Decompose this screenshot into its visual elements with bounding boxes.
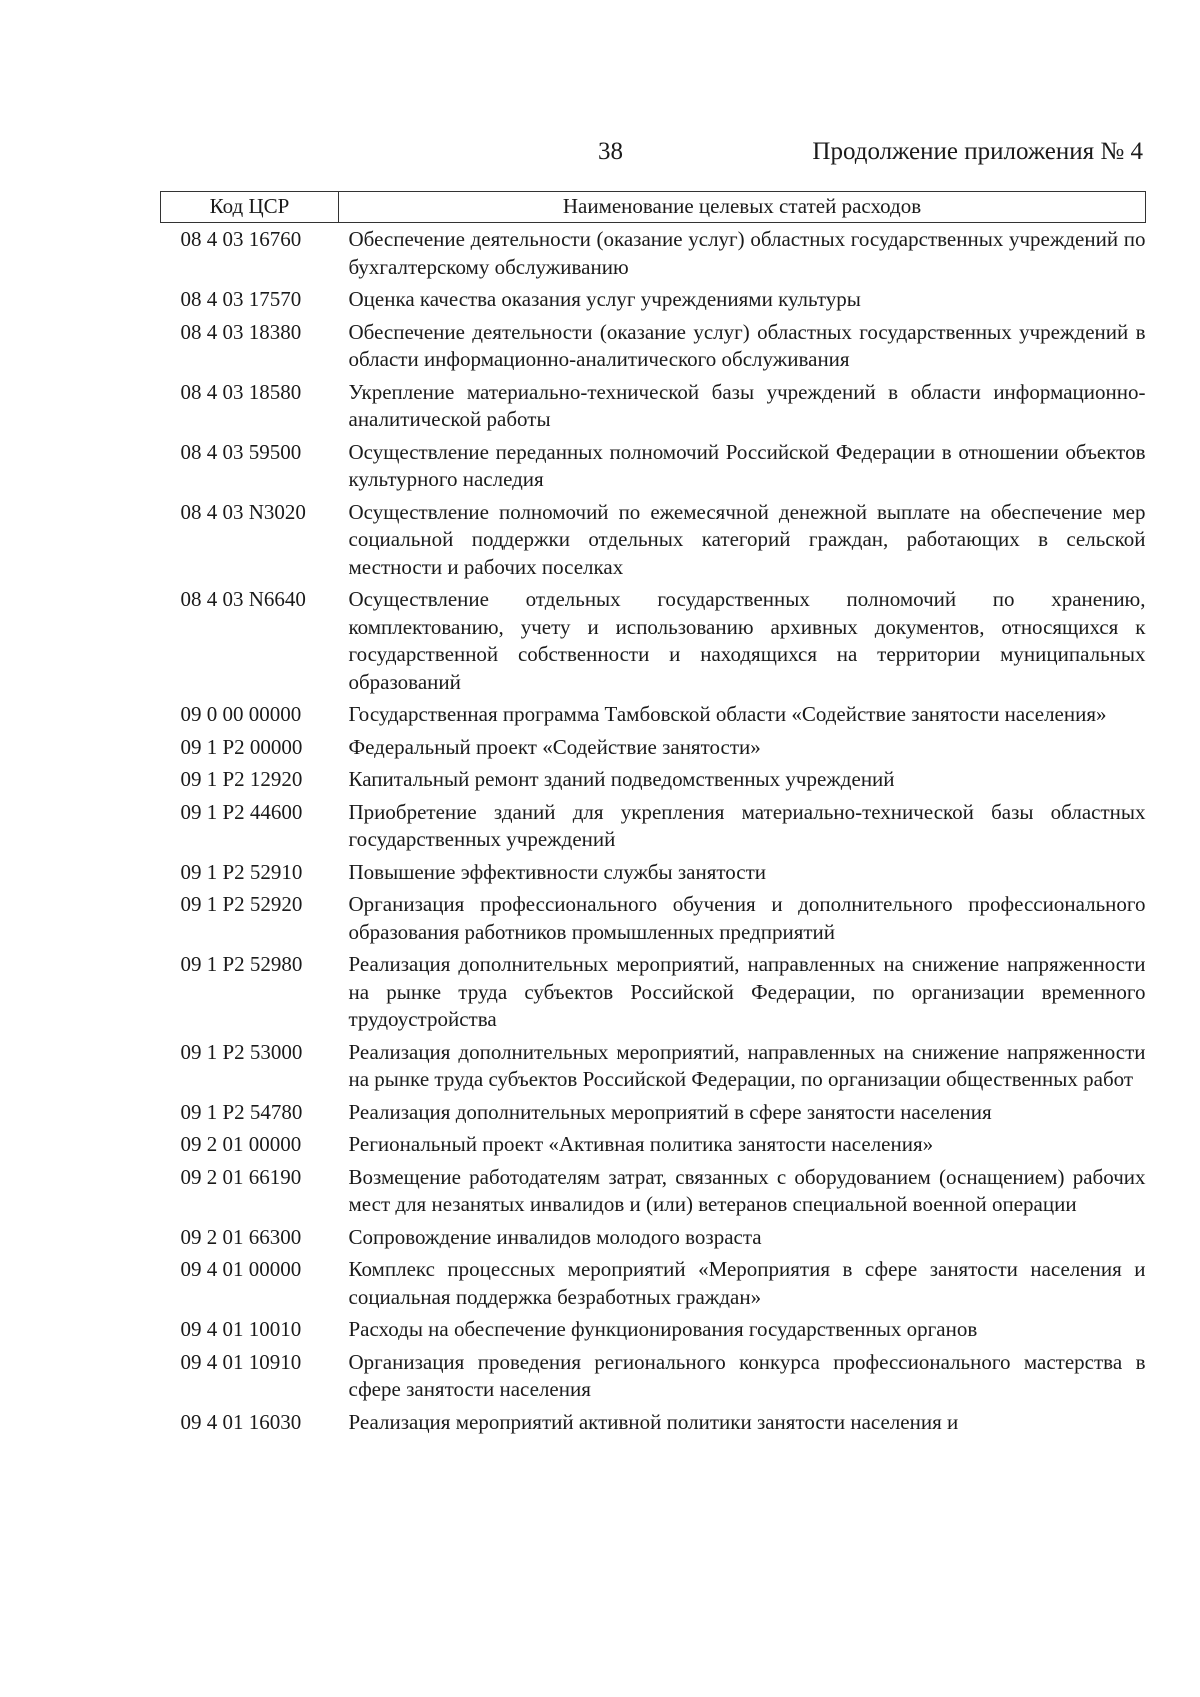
row-code: 08 4 03 18580 bbox=[180, 379, 302, 404]
table-row bbox=[161, 439, 1146, 499]
row-name: Обеспечение деятельности (оказание услуг) областных государственных учреждений в области информационно-аналитического обслуживания bbox=[348, 319, 1146, 371]
table-row bbox=[161, 379, 1146, 439]
row-name: Реализация мероприятий активной политики занятости населения и bbox=[348, 1409, 959, 1434]
table-row bbox=[161, 586, 1146, 701]
row-name: Осуществление полномочий по ежемесячной денежной выплате на обеспечение мер социальной поддержки отдельных категорий граждан, работающих в сельской местности и рабочих поселках bbox=[348, 499, 1146, 579]
row-code: 09 4 01 10010 bbox=[180, 1317, 302, 1341]
row-name: Осуществление переданных полномочий Российской Федерации в отношении объектов культурного наследия bbox=[348, 439, 1146, 491]
row-code: 09 2 01 00000 bbox=[180, 1132, 302, 1156]
table-row bbox=[161, 799, 1146, 859]
row-name: Региональный проект «Активная политика занятости населения» bbox=[348, 1132, 934, 1156]
row-name: Осуществление отдельных государственных полномочий по хранению, комплектованию, учету и использованию архивных документов, относящихся к государственной собственности и находящихся на территории муниципальных образований bbox=[348, 587, 1146, 694]
row-name: Организация профессионального обучения и дополнительного профессионального образования работников промышленных предприятий bbox=[348, 892, 1146, 944]
row-code: 09 1 P2 52920 bbox=[180, 892, 303, 916]
row-name: Реализация дополнительных мероприятий, направленных на снижение напряженности на рынке труда субъектов Российской Федерации, по организации общественных работ bbox=[348, 1039, 1146, 1091]
row-name: Расходы на обеспечение функционирования государственных органов bbox=[348, 1317, 978, 1341]
row-name: Укрепление материально-технической базы учреждений в области информационно-аналитической работы bbox=[348, 379, 1146, 431]
column-header-name: Наименование целевых статей расходов bbox=[339, 192, 1146, 223]
row-code: 08 4 03 N6640 bbox=[180, 587, 306, 611]
budget-codes-table bbox=[160, 191, 1146, 1441]
table-row bbox=[161, 1316, 1146, 1349]
row-name: Реализация дополнительных мероприятий в сфере занятости населения bbox=[348, 1099, 992, 1124]
table-row bbox=[161, 1224, 1146, 1257]
table-row bbox=[161, 1409, 1146, 1442]
row-code: 09 4 01 10910 bbox=[180, 1349, 302, 1374]
row-name: Сопровождение инвалидов молодого возраста bbox=[348, 1224, 762, 1249]
row-name: Оценка качества оказания услуг учреждениями культуры bbox=[348, 287, 861, 311]
row-name: Федеральный проект «Содействие занятости» bbox=[348, 734, 761, 759]
row-code: 09 4 01 16030 bbox=[180, 1409, 302, 1434]
table-row bbox=[161, 1164, 1146, 1224]
table-row bbox=[161, 701, 1146, 734]
row-code: 09 4 01 00000 bbox=[180, 1257, 302, 1281]
row-name: Приобретение зданий для укрепления материально-технической базы областных государственных учреждений bbox=[348, 799, 1146, 851]
row-code: 08 4 03 59500 bbox=[180, 439, 302, 464]
appendix-continuation-title: Продолжение приложения № 4 bbox=[812, 138, 1143, 165]
table-row bbox=[161, 1099, 1146, 1132]
row-code: 09 1 P2 53000 bbox=[180, 1039, 303, 1064]
row-code: 09 1 P2 12920 bbox=[180, 767, 303, 791]
row-code: 08 4 03 16760 bbox=[180, 227, 302, 251]
row-code: 08 4 03 N3020 bbox=[180, 499, 306, 524]
row-code: 09 1 P2 44600 bbox=[180, 799, 303, 824]
table-row bbox=[161, 1131, 1146, 1164]
page-header bbox=[0, 138, 1200, 178]
table-body bbox=[161, 223, 1146, 1442]
row-code: 09 1 P2 00000 bbox=[180, 734, 303, 759]
row-name: Повышение эффективности службы занятости bbox=[348, 859, 767, 884]
table-row bbox=[161, 734, 1146, 767]
table-row bbox=[161, 766, 1146, 799]
row-name: Обеспечение деятельности (оказание услуг) областных государственных учреждений по бухгалтерскому обслуживанию bbox=[348, 227, 1146, 279]
row-code: 08 4 03 18380 bbox=[180, 319, 302, 344]
row-code: 09 1 P2 52910 bbox=[180, 859, 303, 884]
budget-codes-table-container bbox=[160, 191, 1145, 1441]
row-code: 09 0 00 00000 bbox=[180, 702, 302, 726]
page-number: 38 bbox=[598, 138, 623, 165]
row-name: Возмещение работодателям затрат, связанных с оборудованием (оснащением) рабочих мест для незанятых инвалидов и (или) ветеранов специальной военной операции bbox=[348, 1164, 1146, 1216]
table-row bbox=[161, 319, 1146, 379]
table-header bbox=[161, 192, 1146, 223]
row-code: 09 1 P2 52980 bbox=[180, 952, 303, 976]
table-row bbox=[161, 1039, 1146, 1099]
table-row bbox=[161, 891, 1146, 951]
row-code: 09 2 01 66300 bbox=[180, 1224, 302, 1249]
row-code: 09 1 P2 54780 bbox=[180, 1099, 303, 1124]
table-row bbox=[161, 951, 1146, 1039]
row-name: Комплекс процессных мероприятий «Мероприятия в сфере занятости населения и социальная поддержка безработных граждан» bbox=[348, 1257, 1146, 1309]
table-row bbox=[161, 859, 1146, 892]
row-code: 09 2 01 66190 bbox=[180, 1164, 302, 1189]
table-row bbox=[161, 499, 1146, 587]
column-header-code: Код ЦСР bbox=[161, 192, 339, 223]
row-name: Организация проведения регионального конкурса профессионального мастерства в сфере занятости населения bbox=[348, 1349, 1146, 1401]
row-name: Капитальный ремонт зданий подведомственных учреждений bbox=[348, 767, 895, 791]
table-row bbox=[161, 286, 1146, 319]
row-name: Реализация дополнительных мероприятий, направленных на снижение напряженности на рынке труда субъектов Российской Федерации, по организации временного трудоустройства bbox=[348, 952, 1146, 1031]
table-row bbox=[161, 223, 1146, 287]
row-code: 08 4 03 17570 bbox=[180, 287, 302, 311]
table-row bbox=[161, 1256, 1146, 1316]
table-header-row bbox=[161, 192, 1146, 223]
table-row bbox=[161, 1349, 1146, 1409]
row-name: Государственная программа Тамбовской области «Содействие занятости населения» bbox=[348, 702, 1107, 726]
